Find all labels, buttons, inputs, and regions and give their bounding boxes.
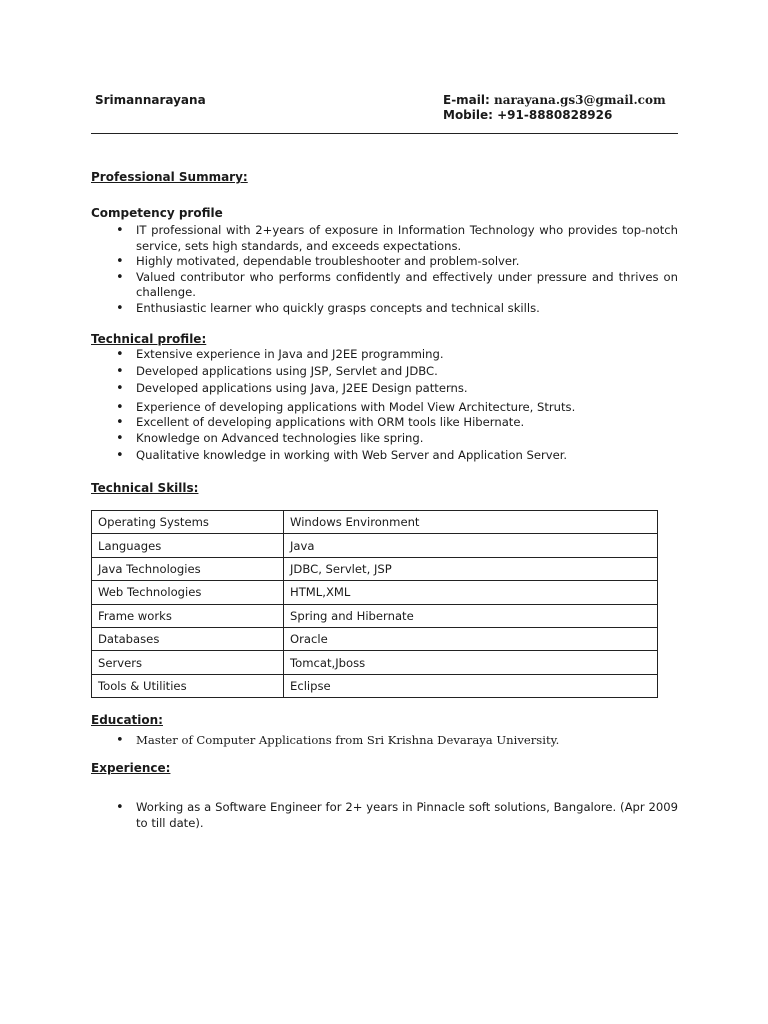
skill-category: Databases [92, 627, 284, 650]
table-row [92, 534, 658, 557]
list-item: • Master of Computer Applications from Sri Krishna Devaraya University. [91, 733, 678, 749]
skill-value: Java [284, 534, 658, 557]
email-label: E-mail: [443, 93, 494, 107]
section-title: Experience: [91, 761, 171, 775]
skill-value: Tomcat,Jboss [284, 651, 658, 674]
list-item: • Knowledge on Advanced technologies like spring. [91, 431, 678, 447]
table-row [92, 557, 658, 580]
skills-table [91, 510, 658, 698]
skill-category: Tools & Utilities [92, 674, 284, 697]
table-row [92, 651, 658, 674]
skill-category: Languages [92, 534, 284, 557]
list-item: • Experience of developing applications with Model View Architecture, Struts. [91, 400, 678, 416]
education-title [91, 713, 678, 727]
skill-category: Operating Systems [92, 511, 284, 534]
section-title: Technical profile: [91, 332, 207, 346]
skill-category: Frame works [92, 604, 284, 627]
list-item: • Excellent of developing applications with ORM tools like Hibernate. [91, 415, 678, 431]
table-row [92, 581, 658, 604]
competency-list [91, 223, 678, 316]
table-row [92, 604, 658, 627]
skill-value: Eclipse [284, 674, 658, 697]
skill-value: HTML,XML [284, 581, 658, 604]
list-item: • Highly motivated, dependable troubleshooter and problem-solver. [91, 254, 678, 270]
technical-profile-list [91, 347, 678, 464]
table-row [92, 627, 658, 650]
email-address: narayana.gs3@gmail.com [493, 93, 666, 107]
competency-profile-title [91, 206, 678, 220]
section-title: Education: [91, 713, 163, 727]
candidate-name: Srimannarayana [95, 93, 206, 107]
list-item: • Extensive experience in Java and J2EE programming. [91, 347, 678, 363]
skill-value: Oracle [284, 627, 658, 650]
list-item: • Valued contributor who performs confidently and effectively under pressure and thrives on challenge. [91, 270, 678, 301]
education-list [91, 733, 678, 749]
list-item: • Developed applications using JSP, Servlet and JDBC. [91, 364, 678, 380]
skill-category: Servers [92, 651, 284, 674]
skill-category: Web Technologies [92, 581, 284, 604]
email-line [443, 93, 666, 108]
technical-skills-title [91, 481, 678, 495]
skill-value: Spring and Hibernate [284, 604, 658, 627]
header-divider [91, 133, 678, 134]
table-row [92, 511, 658, 534]
list-item: • Working as a Software Engineer for 2+ years in Pinnacle soft solutions, Bangalore. (Apr 2009 to till date). [91, 800, 678, 831]
list-item: • IT professional with 2+years of exposure in Information Technology who provides top-notch service, sets high standards, and exceeds expectations. [91, 223, 678, 254]
table-row [92, 674, 658, 697]
technical-profile-title [91, 332, 678, 346]
section-title: Professional Summary: [91, 170, 248, 184]
list-item: • Developed applications using Java, J2EE Design patterns. [91, 381, 678, 397]
skill-value: Windows Environment [284, 511, 658, 534]
list-item: • Qualitative knowledge in working with Web Server and Application Server. [91, 448, 678, 464]
professional-summary-title [91, 170, 678, 184]
skill-category: Java Technologies [92, 557, 284, 580]
list-item: • Enthusiastic learner who quickly grasps concepts and technical skills. [91, 301, 678, 317]
mobile-line: Mobile: +91-8880828926 [443, 108, 613, 122]
experience-list [91, 800, 678, 831]
experience-title [91, 761, 678, 775]
contact-info [443, 93, 666, 123]
subsection-title: Competency profile [91, 206, 223, 220]
skill-value: JDBC, Servlet, JSP [284, 557, 658, 580]
section-title: Technical Skills: [91, 481, 199, 495]
